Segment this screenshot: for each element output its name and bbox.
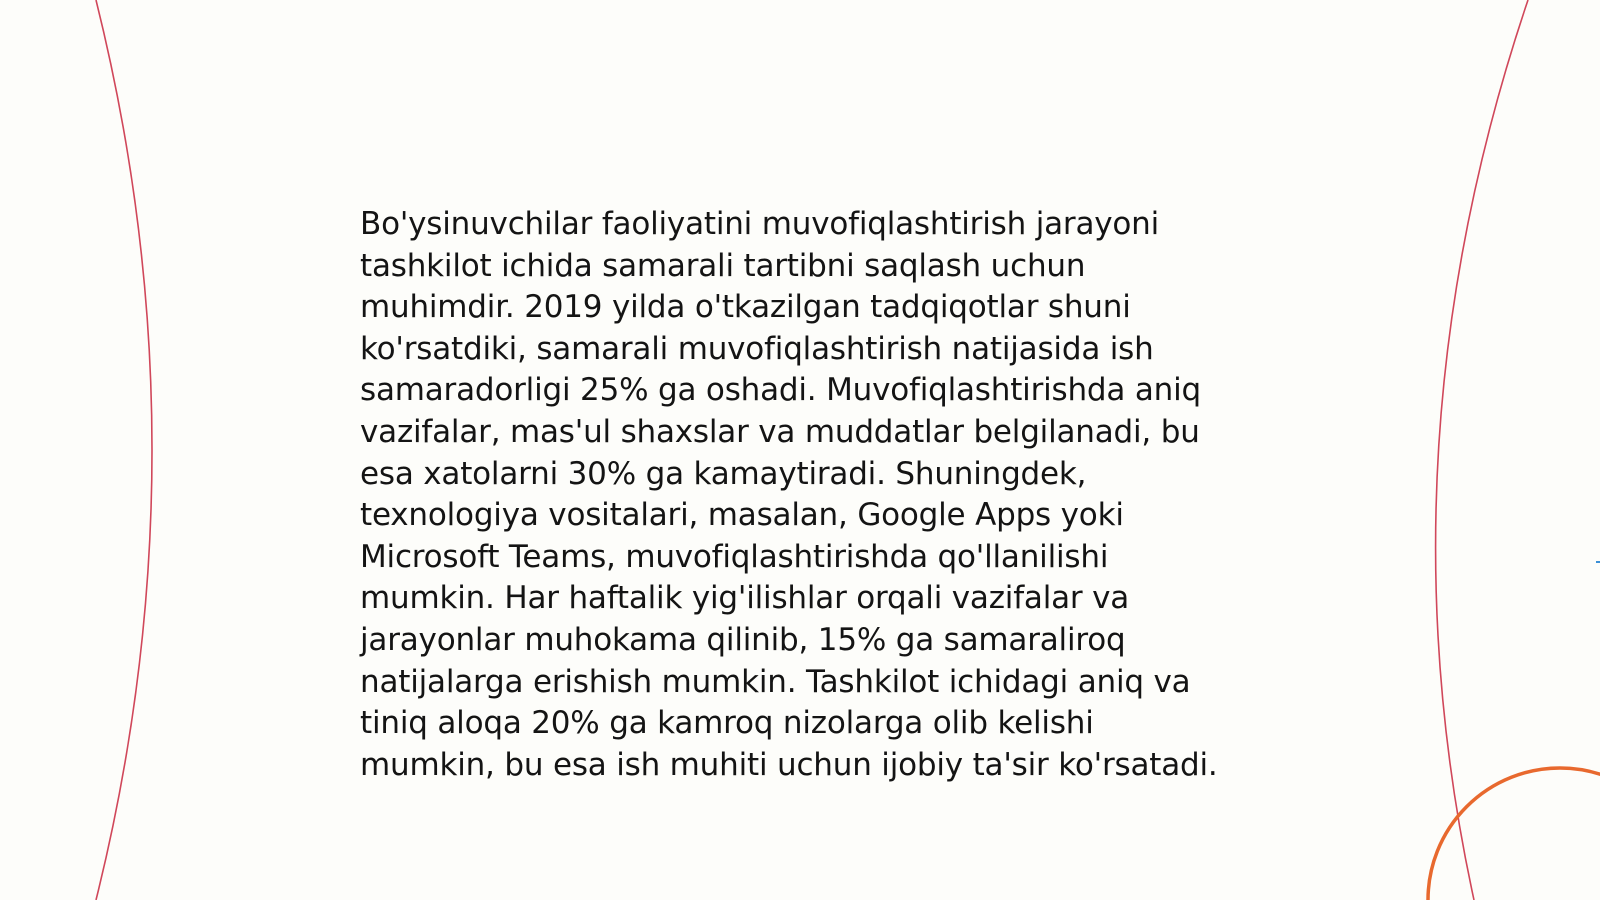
body-paragraph: Bo'ysinuvchilar faoliyatini muvofiqlashtirish jarayoni tashkilot ichida samarali tartibni saqlash uchun muhimdir. 2019 yilda o'tkazilgan tadqiqotlar shuni ko'rsatdiki, samarali muvofiqlashtirish natijasida ish samaradorligi 25% ga oshadi. Muvofiqlashtirishda aniq vazifalar, mas'ul shaxslar va muddatlar belgilanadi, bu esa xatolarni 30% ga kamaytiradi. Shuningdek, texnologiya vositalari, masalan, Google Apps yoki Microsoft Teams, muvofiqlashtirishda qo'llanilishi mumkin. Har haftalik yig'ilishlar orqali vazifalar va jarayonlar muhokama qilinib, 15% ga samaraliroq natijalarga erishish mumkin. Tashkilot ichidagi aniq va tiniq aloqa 20% ga kamroq nizolarga olib kelishi mumkin, bu esa ish muhiti uchun ijobiy ta'sir ko'rsatadi. — [360, 206, 1218, 783]
left-curve-line — [96, 0, 152, 900]
right-curve-line — [1436, 0, 1528, 900]
